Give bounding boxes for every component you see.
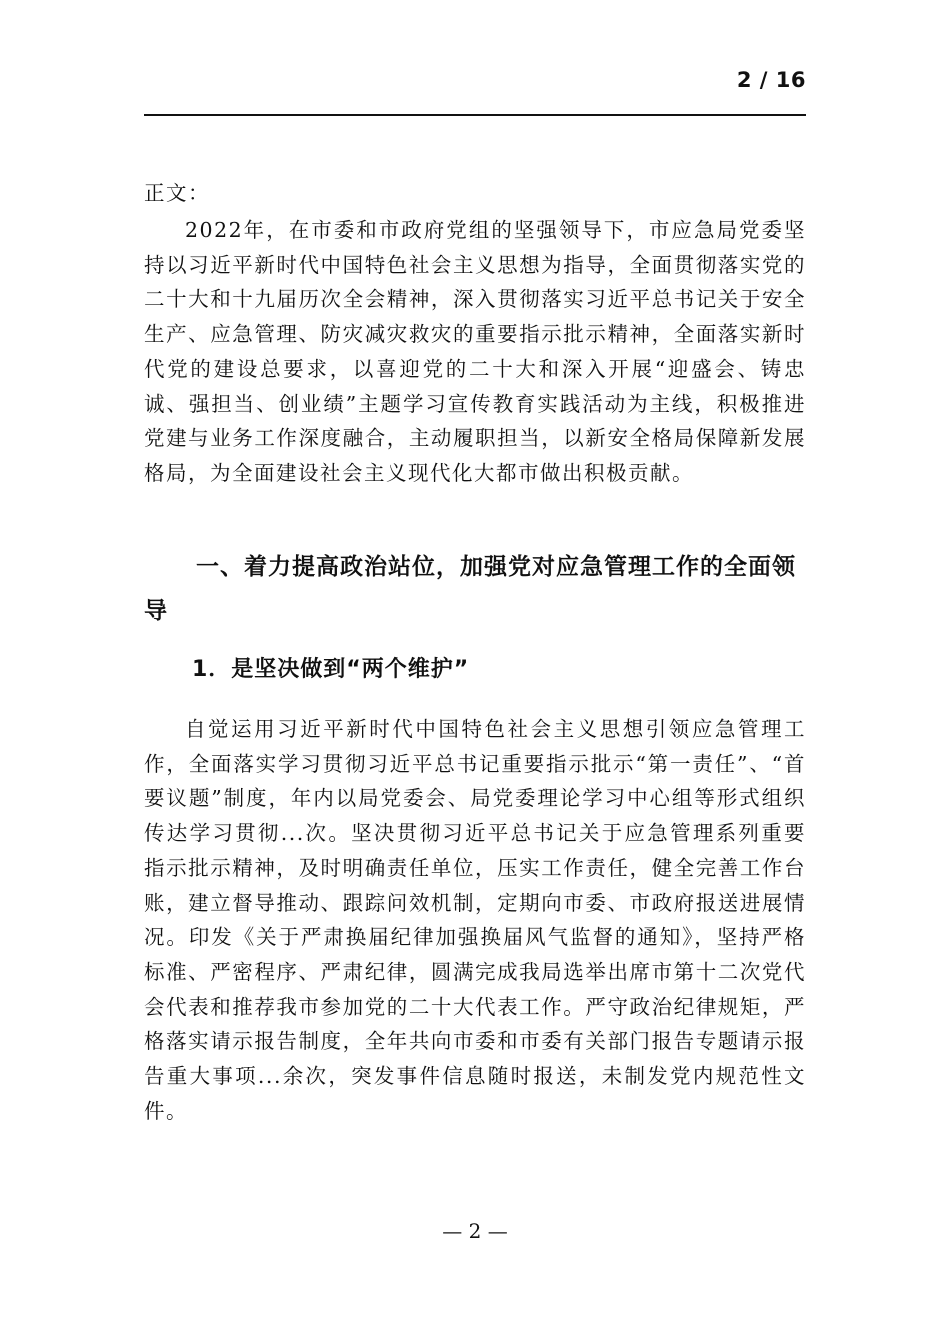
page-count: 2 / 16 bbox=[736, 68, 806, 92]
header-divider bbox=[144, 114, 806, 116]
section-heading: 一、着力提高政治站位，加强党对应急管理工作的全面领导 bbox=[144, 554, 796, 624]
body-label: 正文： bbox=[144, 181, 210, 205]
subsection-heading: 1．是坚决做到“两个维护” bbox=[192, 657, 470, 682]
page-number-footer: — 2 — bbox=[442, 1219, 508, 1243]
section-paragraph: 自觉运用习近平新时代中国特色社会主义思想引领应急管理工作，全面落实学习贯彻习近平总书记重要指示批示“第一责任”、“首要议题”制度，年内以局党委会、局党委理论学习中心组等形式组织传达学习贯彻...次。坚决贯彻习近平总书记关于应急管理系列重要指示批示精神，及时明确责任单位，压实工作责任，健全完善工作台账，建立督导推动、跟踪问效机制，定期向市委、市政府报送进展情况。印发《关于严肃换届纪律加强换届风气监督的通知》，坚持严格标准、严密程序、严肃纪律，圆满完成我局选举出席市第十二次党代会代表和推荐我市参加党的二十大代表工作。严守政治纪律规矩，严格落实请示报告制度，全年共向市委和市委有关部门报告专题请示报告重大事项...余次，突发事件信息随时报送，未制发党内规范性文件。 bbox=[144, 717, 806, 1123]
intro-paragraph: 2022年，在市委和市政府党组的坚强领导下，市应急局党委坚持以习近平新时代中国特色社会主义思想为指导，全面贯彻落实党的二十大和十九届历次全会精神，深入贯彻落实习近平总书记关于安全生产、应急管理、防灾减灾救灾的重要指示批示精神，全面落实新时代党的建设总要求，以喜迎党的二十大和深入开展“迎盛会、铸忠诚、强担当、创业绩”主题学习宣传教育实践活动为主线，积极推进党建与业务工作深度融合，主动履职担当，以新安全格局保障新发展格局，为全面建设社会主义现代化大都市做出积极贡献。 bbox=[144, 218, 806, 485]
